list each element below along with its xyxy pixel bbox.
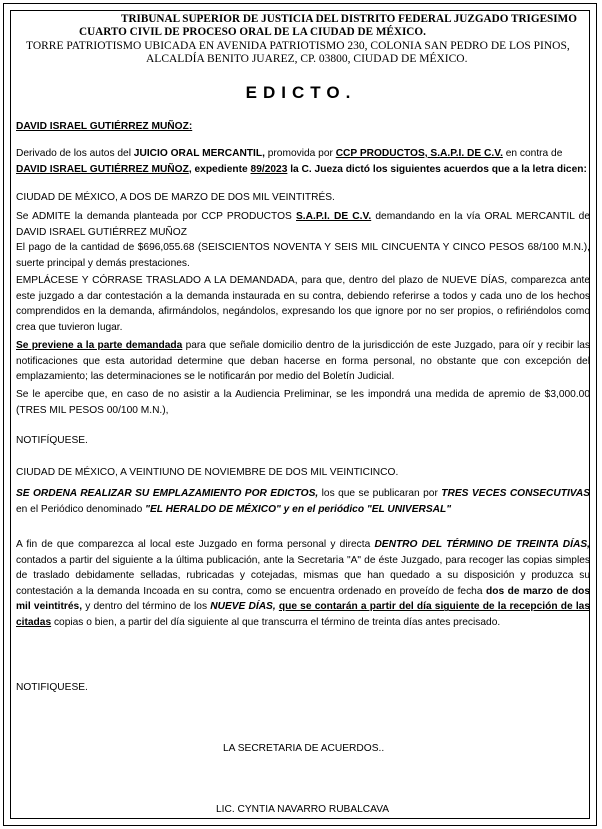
notify-first: NOTIFÍQUESE. <box>16 435 88 446</box>
defendant-name: DAVID ISRAEL GUTIÉRREZ MUÑOZ <box>16 163 189 175</box>
addressee: DAVID ISRAEL GUTIÉRREZ MUÑOZ: <box>16 121 193 132</box>
warning-paragraph: Se previene a la parte demandada para que señale domicilio dentro de la jurisdicción de este Juzgado, para oír y recibir las notificaciones que esta autoridad determine que deban hacerse en forma personal, no obstante que con excepción del emplazamiento; las determinaciones se le notificarán por medio del Boletín Judicial. <box>16 340 590 383</box>
notify-second: NOTIFIQUESE. <box>16 682 88 693</box>
secretary-title: LA SECRETARIA DE ACUERDOS.. <box>223 743 385 754</box>
date-second-ruling: CIUDAD DE MÉXICO, A VEINTIUNO DE NOVIEMBRE DE DOS MIL VEINTICINCO. <box>16 467 399 478</box>
summons-paragraph: EMPLÁCESE Y CÓRRASE TRASLADO A LA DEMANDADA, para que, dentro del plazo de NUEVE DÍAS, comparezca ante este juzgado a dar contestación a la demanda instaurada en su contra, debiendo referirse a todos y cada uno de los hechos comprendidos en la demanda, afirmándolos, negándolos, expresando los que ignore por no ser propios, o refiriéndolos como crea que tuvieron lugar. <box>16 275 590 333</box>
date-first-ruling: CIUDAD DE MÉXICO, A DOS DE MARZO DE DOS MIL VEINTITRÉS. <box>16 192 335 203</box>
document-title: EDICTO. <box>245 83 357 102</box>
penalty-paragraph: Se le apercibe que, en caso de no asistir a la Audiencia Preliminar, se les impondrá una medida de apremio de $3,000.00 (TRES MIL PESOS 00/100 M.N.), <box>16 389 590 416</box>
court-header-line-1: TRIBUNAL SUPERIOR DE JUSTICIA DEL DISTRITO FEDERAL JUZGADO TRIGESIMO <box>121 13 577 25</box>
appearance-paragraph: A fin de que comparezca al local este Juzgado en forma personal y directa DENTRO DEL TÉRMINO DE TREINTA DÍAS, contados a partir del siguiente a la última publicación, ante la Secretaria "A" de éste Juzgado, para recoger las copias simples de traslado debidamente selladas, rubricadas y cotejadas, mismas que han quedado a su disposición y produzca su contestación a la demanda Incoada en su contra, como se encuentra ordenado en proveído de fecha dos de marzo de dos mil veintitrés, y dentro del término de los NUEVE DÍAS, que se contarán a partir del día siguiente de la recepción de las citadas copias o bien, a partir del día siguiente al que transcurra el término de treinta días antes precisado. <box>16 539 590 628</box>
trial-type: JUICIO ORAL MERCANTIL, <box>133 148 265 159</box>
court-address-line-1: TORRE PATRIOTISMO UBICADA EN AVENIDA PATRIOTISMO 230, COLONIA SAN PEDRO DE LOS PINOS, <box>26 40 570 52</box>
court-address-line-2: ALCALDÍA BENITO JUAREZ, CP. 03800, CIUDAD DE MÉXICO. <box>146 53 468 65</box>
signatory-name: LIC. CYNTIA NAVARRO RUBALCAVA <box>216 804 390 815</box>
court-header-line-2: CUARTO CIVIL DE PROCESO ORAL DE LA CIUDAD DE MÉXICO. <box>79 26 426 38</box>
payment-paragraph: El pago de la cantidad de $696,055.68 (SEISCIENTOS NOVENTA Y SEIS MIL CINCUENTA Y CINCO PESOS 68/100 M.N.), suerte principal y demás prestaciones. <box>16 242 590 269</box>
edict-order-paragraph: SE ORDENA REALIZAR SU EMPLAZAMIENTO POR EDICTOS, los que se publicaran por TRES VECES CONSECUTIVAS en el Periódico denominado "EL HERALDO DE MÉXICO" y en el periódico "EL UNIVERSAL" <box>16 488 591 515</box>
case-number: 89/2023 <box>250 163 288 175</box>
plaintiff-name: CCP PRODUCTOS, S.A.P.I. DE C.V. <box>335 148 503 159</box>
admission-paragraph: Se ADMITE la demanda planteada por CCP PRODUCTOS S.A.P.I. DE C.V. demandando en la vía ORAL MERCANTIL de DAVID ISRAEL GUTIÉRREZ MUÑOZ <box>16 211 590 238</box>
intro-paragraph: Derivado de los autos del JUICIO ORAL MERCANTIL, promovida por CCP PRODUCTOS, S.A.P.I. DE C.V. en contra de DAVID ISRAEL GUTIÉRREZ MUÑOZ, expediente 89/2023 la C. Jueza dictó los siguientes acuerdos que a la letra dicen: <box>16 148 587 175</box>
